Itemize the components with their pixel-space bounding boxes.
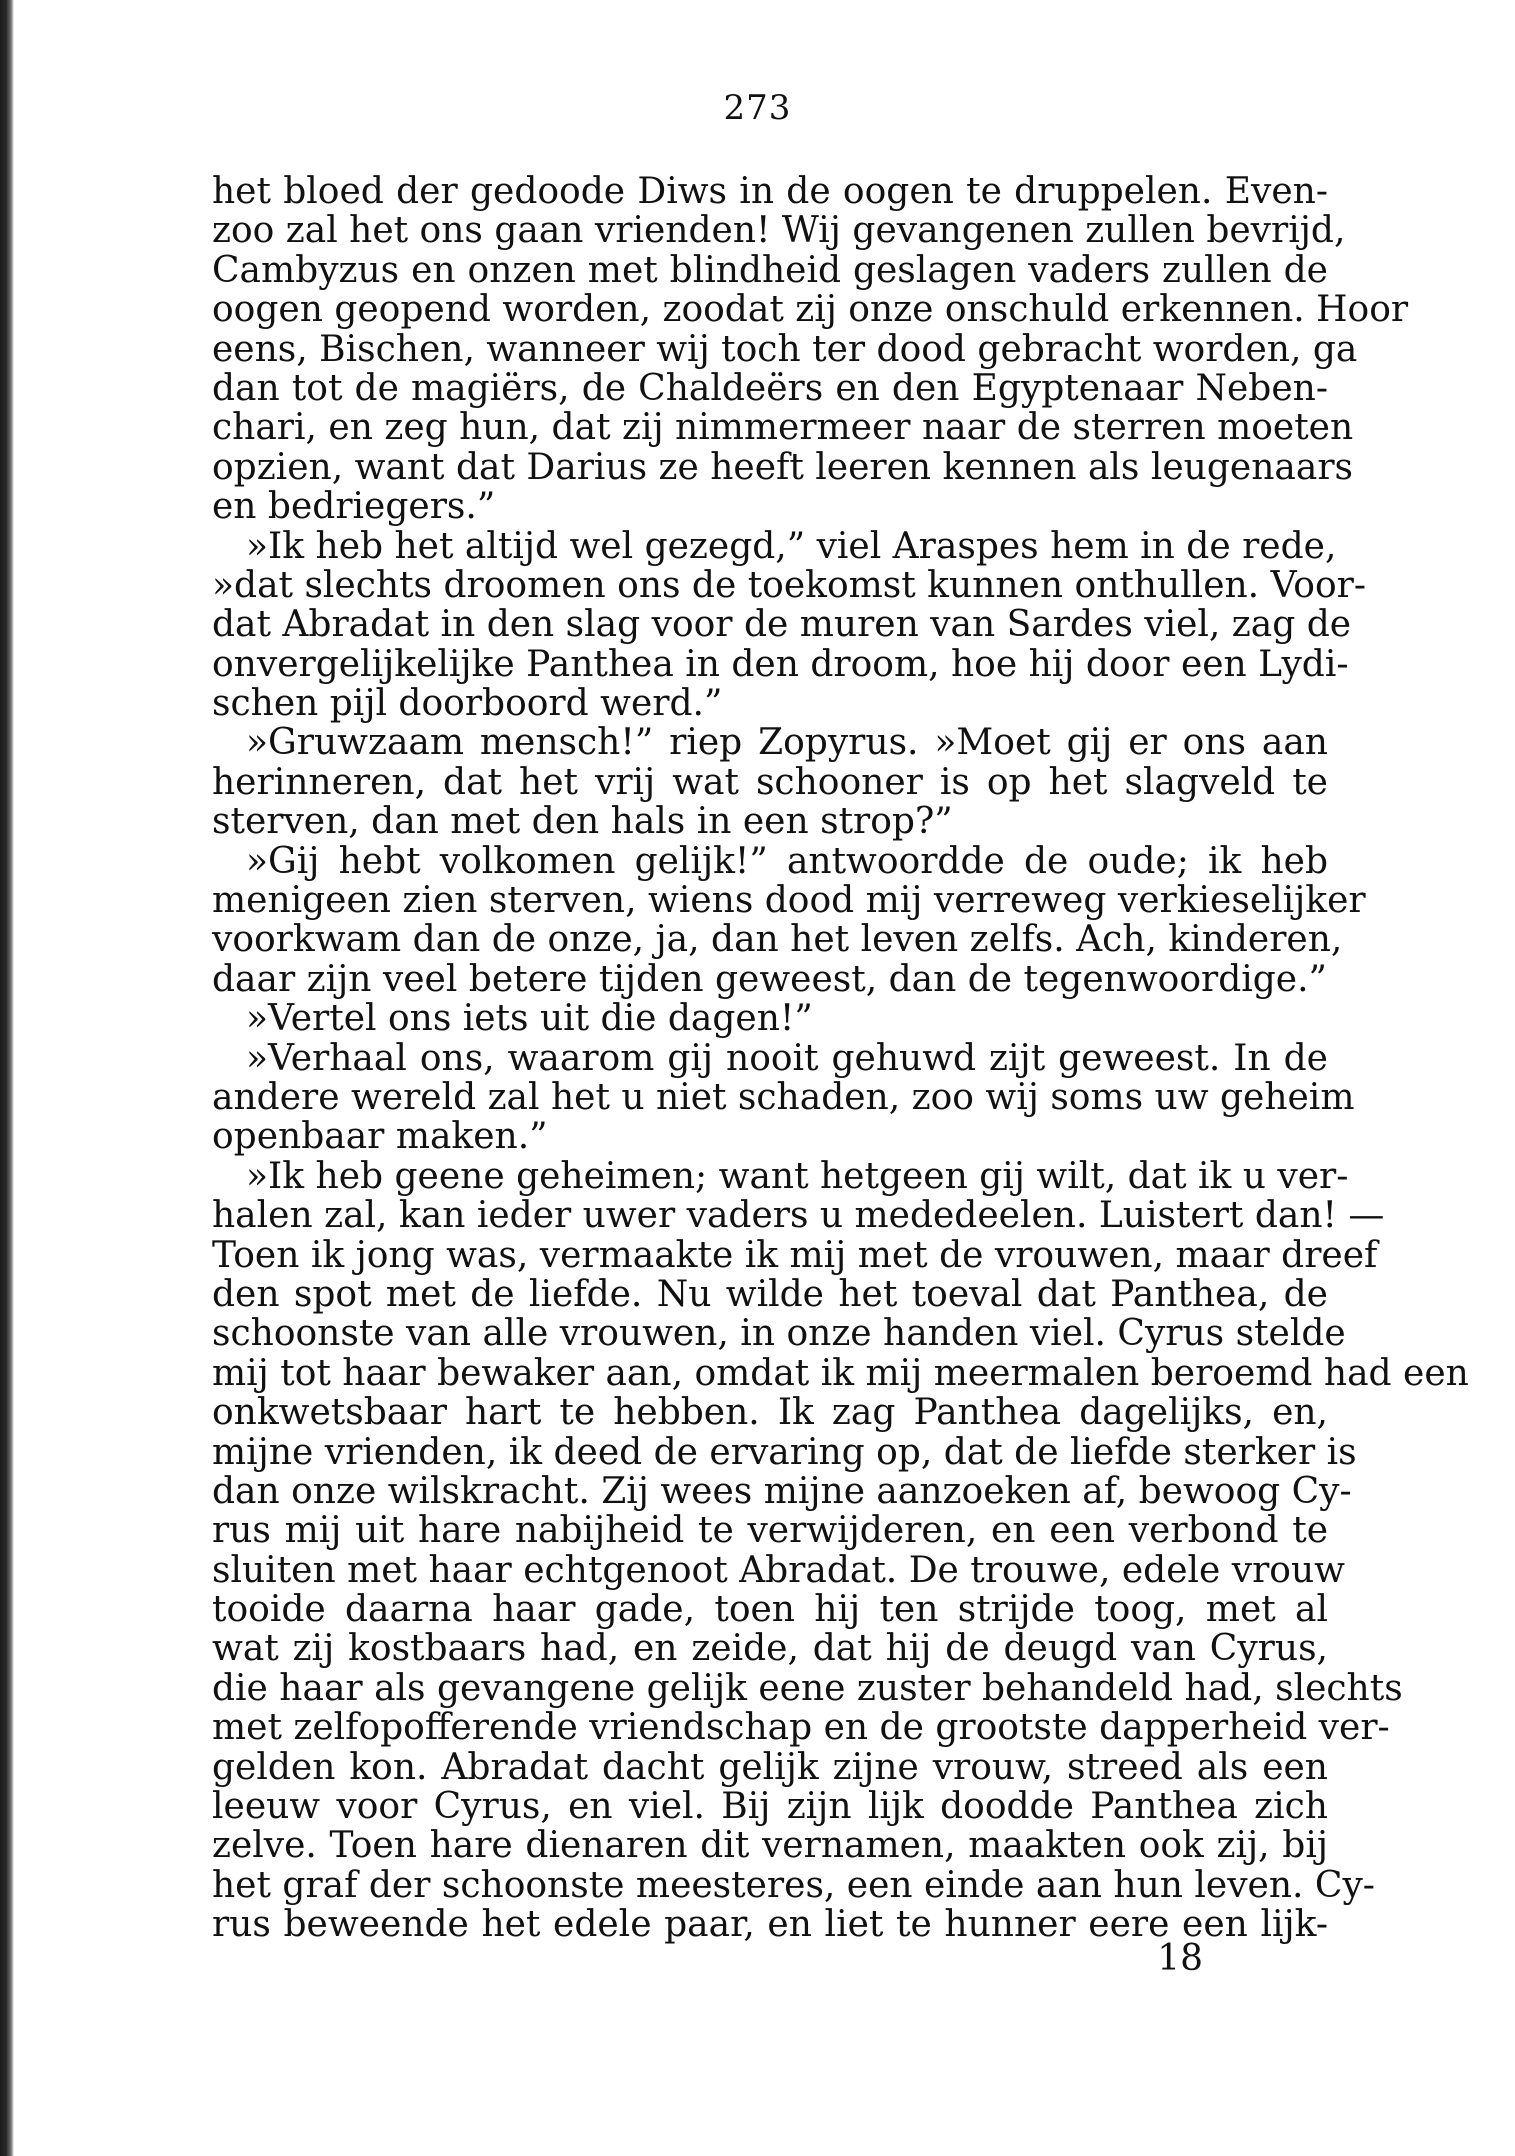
text-line: halen zal, kan ieder uwer vaders u mededeelen. Luistert dan! —	[212, 1195, 1385, 1237]
text-line: mij tot haar bewaker aan, omdat ik mij meermalen beroemd had een	[212, 1352, 1469, 1394]
text-line: schoonste van alle vrouwen, in onze handen viel. Cyrus stelde	[212, 1313, 1346, 1355]
text-line: »Vertel ons iets uit die dagen!”	[246, 998, 813, 1040]
text-line: Cambyzus en onzen met blindheid geslagen vaders zullen de	[212, 249, 1328, 291]
text-line: onvergelijkelijke Panthea in den droom, hoe hij door een Lydi-	[212, 643, 1349, 685]
text-line: opzien, want dat Darius ze heeft leeren kennen als leugenaars	[212, 446, 1353, 488]
text-line: het bloed der gedoode Diws in de oogen te druppelen. Even-	[212, 171, 1328, 212]
text-line: sterven, dan met den hals in een strop?”	[212, 801, 953, 843]
text-line: andere wereld zal het u niet schaden, zoo wij soms uw geheim	[212, 1076, 1355, 1118]
text-line: oogen geopend worden, zoodat zij onze onschuld erkennen. Hoor	[212, 289, 1409, 331]
text-line: zoo zal het ons gaan vrienden! Wij gevangenen zullen bevrijd,	[212, 210, 1346, 252]
text-line: dat Abradat in den slag voor de muren van Sardes viel, zag de	[212, 604, 1352, 646]
text-line: dan tot de magiërs, de Chaldeërs en den Egyptenaar Neben-	[212, 367, 1328, 409]
text-line: het graf der schoonste meesteres, een einde aan hun leven. Cy-	[212, 1864, 1375, 1906]
text-line: met zelfopofferende vriendschap en de grootste dapperheid ver-	[212, 1707, 1390, 1749]
text-line: wat zij kostbaars had, en zeide, dat hij de deugd van Cyrus,	[212, 1628, 1328, 1670]
text-line: mijne vrienden, ik deed de ervaring op, dat de liefde sterker is	[212, 1431, 1357, 1473]
text-line: »Ik heb het altijd wel gezegd,” viel Araspes hem in de rede,	[246, 525, 1337, 567]
page-number: 273	[723, 88, 792, 128]
text-line: »Verhaal ons, waarom gij nooit gehuwd zijt geweest. In de	[246, 1037, 1328, 1079]
text-line: »Ik heb geene geheimen; want hetgeen gij wilt, dat ik u ver-	[246, 1155, 1349, 1197]
text-line: »Gij hebt volkomen gelijk!” antwoordde de oude; ik heb	[246, 840, 1328, 882]
text-line: voorkwam dan de onze, ja, dan het leven zelfs. Ach, kinderen,	[212, 919, 1343, 961]
text-line: chari, en zeg hun, dat zij nimmermeer naar de sterren moeten	[212, 407, 1354, 449]
text-line: sluiten met haar echtgenoot Abradat. De trouwe, edele vrouw	[212, 1549, 1345, 1591]
text-line: schen pijl doorboord werd.”	[212, 683, 723, 725]
text-line: die haar als gevangene gelijk eene zuster behandeld had, slechts	[212, 1667, 1403, 1709]
text-line: zelve. Toen hare dienaren dit vernamen, maakten ook zij, bij	[212, 1825, 1328, 1867]
text-line: tooide daarna haar gade, toen hij ten strijde toog, met al	[212, 1589, 1328, 1631]
text-line: dan onze wilskracht. Zij wees mijne aanzoeken af, bewoog Cy-	[212, 1470, 1352, 1512]
text-line: gelden kon. Abradat dacht gelijk zijne vrouw, streed als een	[212, 1746, 1328, 1788]
text-line: en bedriegers.”	[212, 486, 496, 528]
text-line: Toen ik jong was, vermaakte ik mij met de vrouwen, maar dreef	[212, 1234, 1378, 1276]
text-line: eens, Bischen, wanneer wij toch ter dood gebracht worden, ga	[212, 328, 1358, 370]
text-line: »dat slechts droomen ons de toekomst kunnen onthullen. Voor-	[212, 564, 1366, 606]
text-line: »Gruwzaam mensch!” riep Zopyrus. »Moet gij er ons aan	[246, 722, 1328, 764]
text-line: rus mij uit hare nabijheid te verwijderen, en een verbond te	[212, 1510, 1328, 1552]
text-line: leeuw voor Cyrus, en viel. Bij zijn lijk doodde Panthea zich	[212, 1786, 1328, 1828]
scan-binding-edge	[0, 0, 14, 2156]
text-line: herinneren, dat het vrij wat schooner is op het slagveld te	[212, 761, 1328, 803]
text-line: menigeen zien sterven, wiens dood mij verreweg verkieselijker	[212, 880, 1366, 922]
text-line: den spot met de liefde. Nu wilde het toeval dat Panthea, de	[212, 1273, 1328, 1315]
body-text	[212, 171, 1469, 1946]
text-line: onkwetsbaar hart te hebben. Ik zag Panthea dagelijks, en,	[212, 1392, 1328, 1434]
text-line: daar zijn veel betere tijden geweest, dan de tegenwoordige.”	[212, 958, 1327, 1000]
signature-mark: 18	[1157, 1938, 1203, 1979]
text-line: openbaar maken.”	[212, 1116, 548, 1158]
text-line: rus beweende het edele paar, en liet te hunner eere een lijk-	[212, 1904, 1328, 1946]
